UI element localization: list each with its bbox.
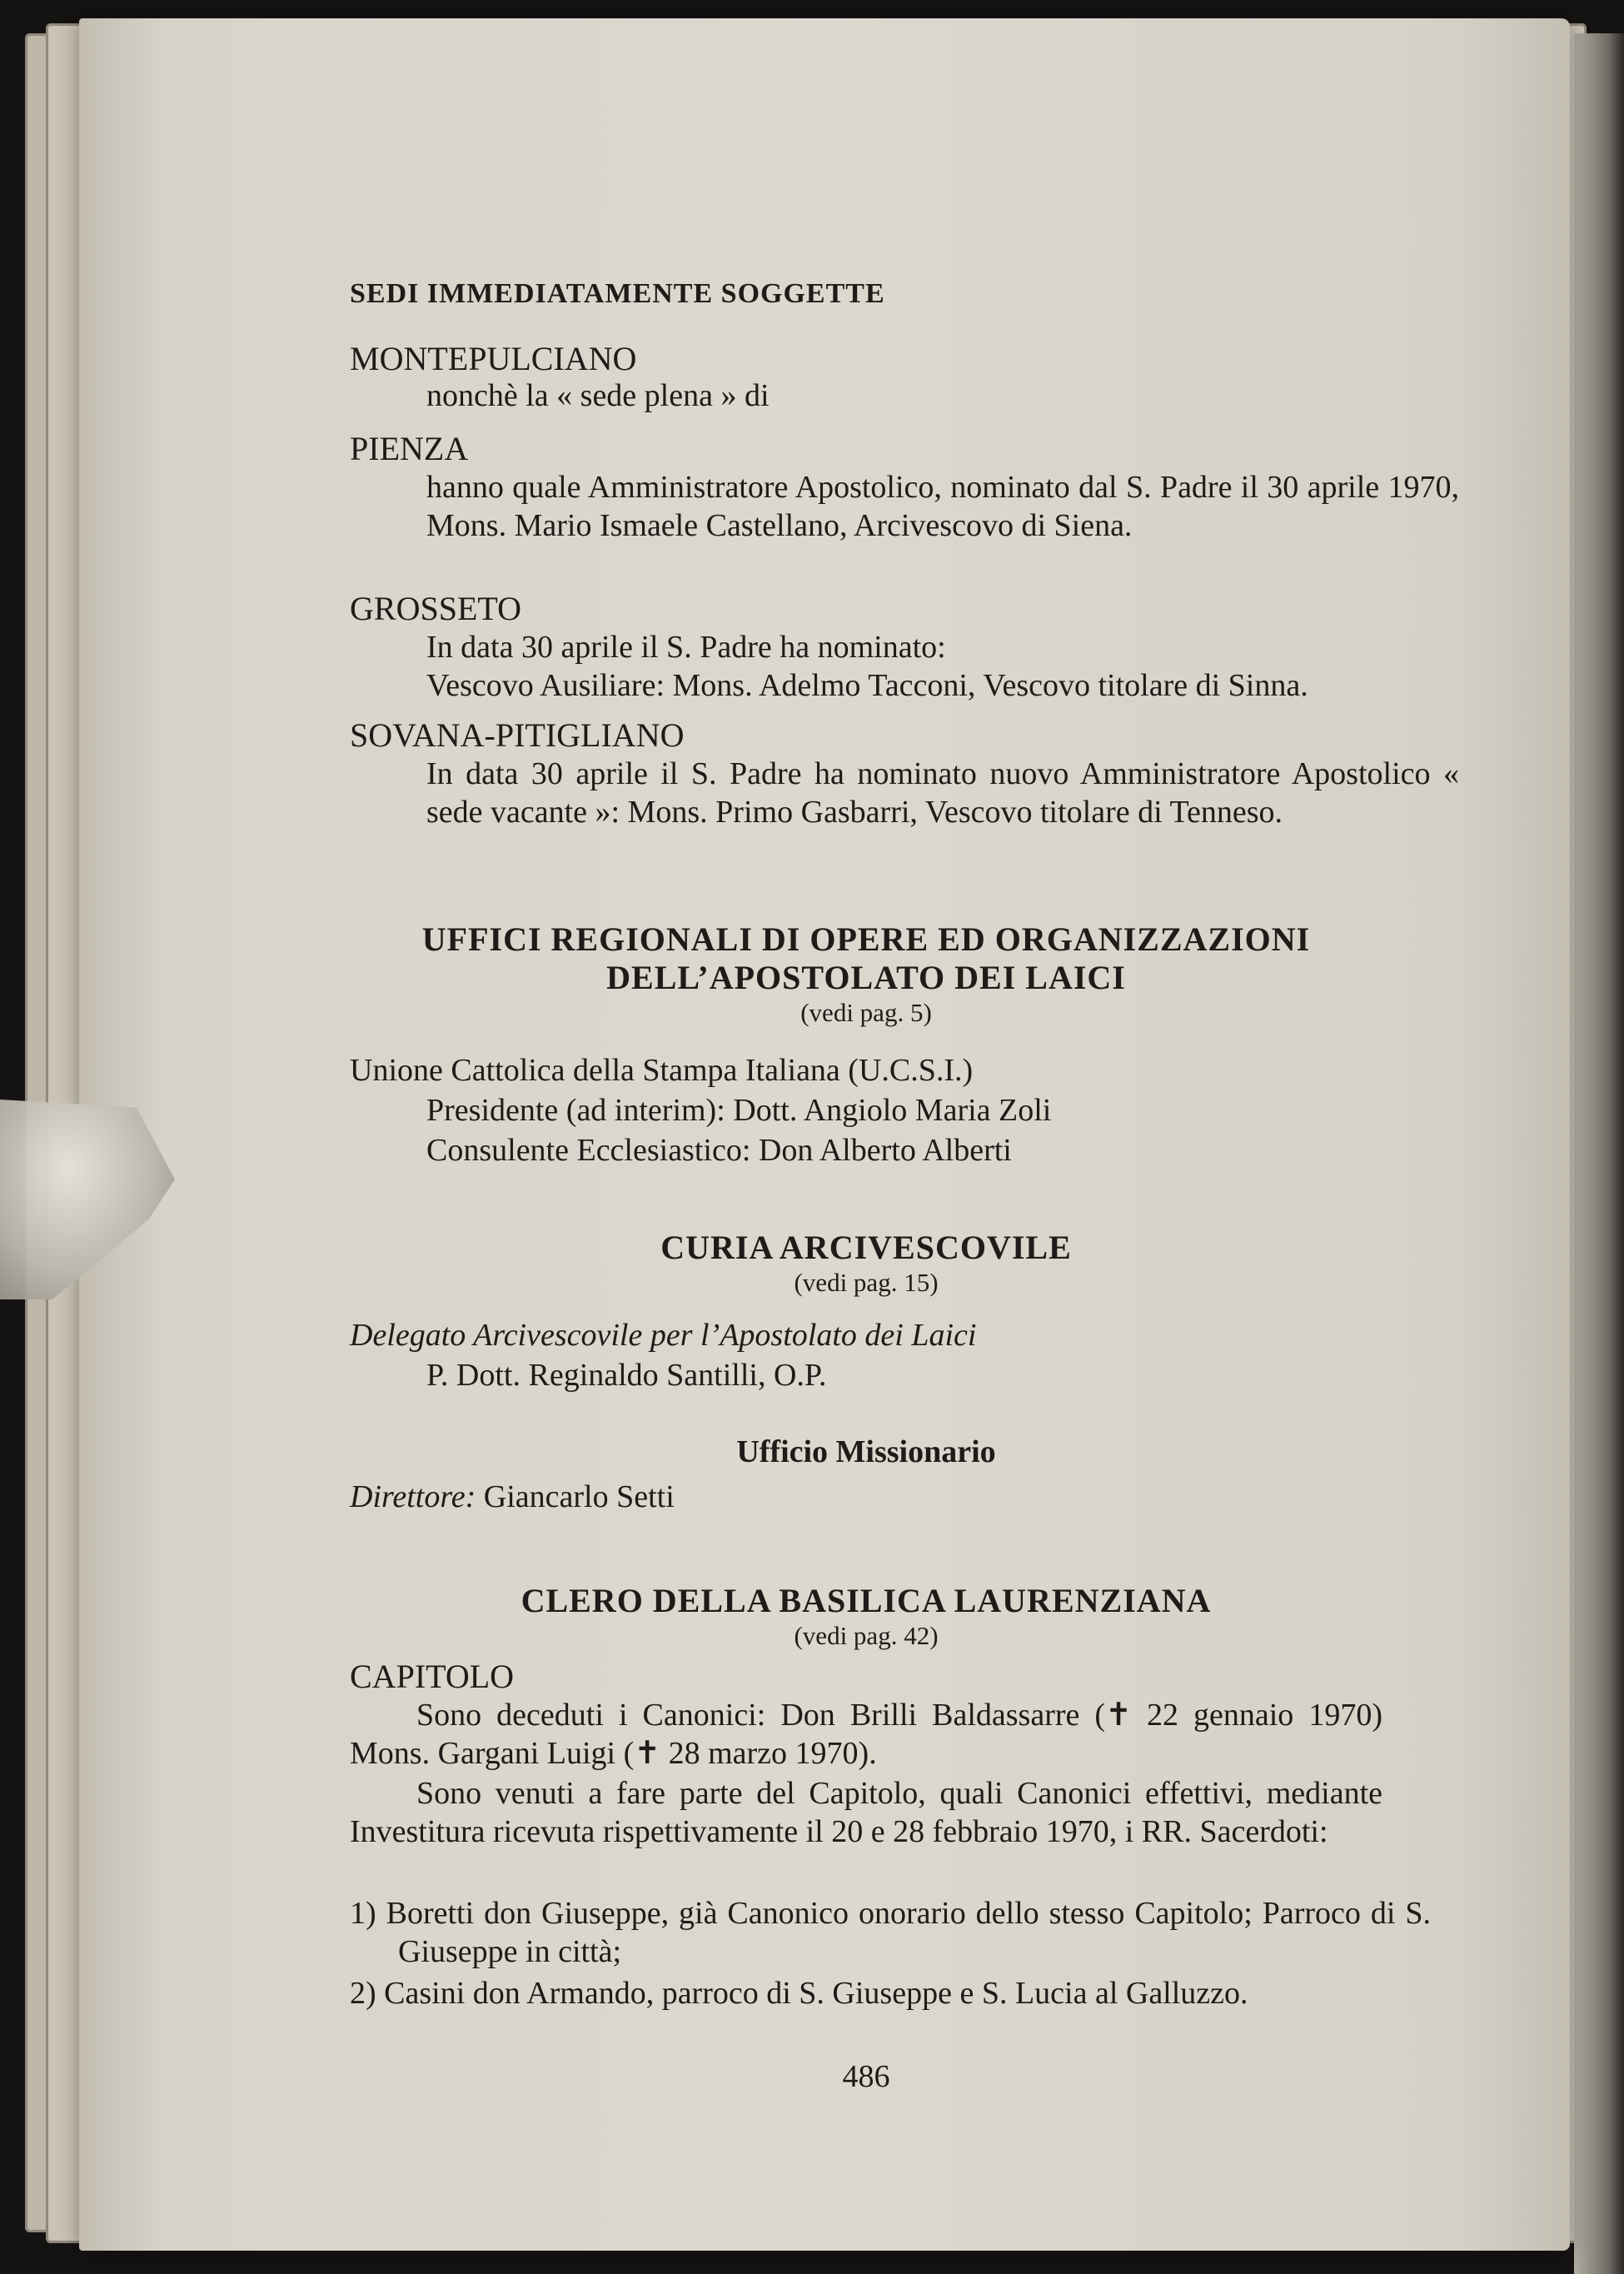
grosseto-title: GROSSETO	[350, 590, 521, 627]
capitolo-para-2: Sono venuti a fare parte del Capitolo, quali Canonici effettivi, mediante Investitura ricevuta rispettivamente il 20 e 28 febbraio 1970, i RR. Sacerdoti:	[350, 1776, 1382, 1849]
capitolo-title: CAPITOLO	[350, 1658, 515, 1695]
pienza-text: hanno quale Amministratore Apostolico, nominato dal S. Padre il 30 aprile 1970, Mons. Mario Ismaele Castellano, Arcivescovo di Siena.	[426, 470, 1459, 543]
ucsi-presidente: Presidente (ad interim): Dott. Angiolo Maria Zoli	[426, 1093, 1052, 1128]
grosseto-line-1: In data 30 aprile il S. Padre ha nominato:	[426, 630, 946, 665]
book-right-edge	[1574, 33, 1624, 2274]
page-content	[350, 275, 1459, 2107]
direttore-label: Direttore:	[350, 1479, 476, 1514]
sovana-text: In data 30 aprile il S. Padre ha nominato nuovo Amministratore Apostolico « sede vacante »: Mons. Primo Gasbarri, Vescovo titolare di Tenneso.	[426, 756, 1459, 830]
clero-page-ref: (vedi pag. 42)	[794, 1621, 939, 1650]
curia-page-ref: (vedi pag. 15)	[794, 1268, 939, 1297]
page-number: 486	[842, 2059, 890, 2094]
montepulciano-title: MONTEPULCIANO	[350, 340, 637, 377]
ucsi-org: Unione Cattolica della Stampa Italiana (U.C.S.I.)	[350, 1053, 974, 1088]
direttore-name: Giancarlo Setti	[483, 1479, 675, 1514]
capitolo-item-2: 2) Casini don Armando, parroco di S. Giuseppe e S. Lucia al Galluzzo.	[350, 1976, 1248, 2011]
uffici-page-ref: (vedi pag. 5)	[800, 998, 932, 1027]
curia-heading: CURIA ARCIVESCOVILE	[660, 1229, 1072, 1266]
clero-heading: CLERO DELLA BASILICA LAURENZIANA	[521, 1582, 1212, 1619]
ucsi-consulente: Consulente Ecclesiastico: Don Alberto Alberti	[426, 1133, 1012, 1168]
uffici-heading-line-2: DELL’APOSTOLATO DEI LAICI	[606, 959, 1126, 996]
sedi-heading: SEDI IMMEDIATAMENTE SOGGETTE	[350, 278, 885, 309]
grosseto-line-2: Vescovo Ausiliare: Mons. Adelmo Tacconi, Vescovo titolare di Sinna.	[426, 668, 1308, 703]
direttore-line	[350, 1478, 1382, 1516]
capitolo-para-1: Sono deceduti i Canonici: Don Brilli Baldassarre (✝ 22 gennaio 1970) Mons. Gargani Luigi (✝ 28 marzo 1970).	[350, 1698, 1382, 1771]
capitolo-item-1: 1) Boretti don Giuseppe, già Canonico onorario dello stesso Capitolo; Parroco di S. Giuseppe in città;	[350, 1896, 1431, 1969]
sovana-title: SOVANA-PITIGLIANO	[350, 716, 685, 754]
delegato-label: Delegato Arcivescovile per l’Apostolato dei Laici	[350, 1318, 977, 1353]
uffici-heading-line-1: UFFICI REGIONALI DI OPERE ED ORGANIZZAZIONI	[421, 920, 1311, 958]
ufficio-missionario-heading: Ufficio Missionario	[736, 1434, 996, 1469]
montepulciano-text: nonchè la « sede plena » di	[426, 378, 770, 413]
pienza-title: PIENZA	[350, 430, 469, 467]
delegato-name: P. Dott. Reginaldo Santilli, O.P.	[426, 1358, 827, 1393]
